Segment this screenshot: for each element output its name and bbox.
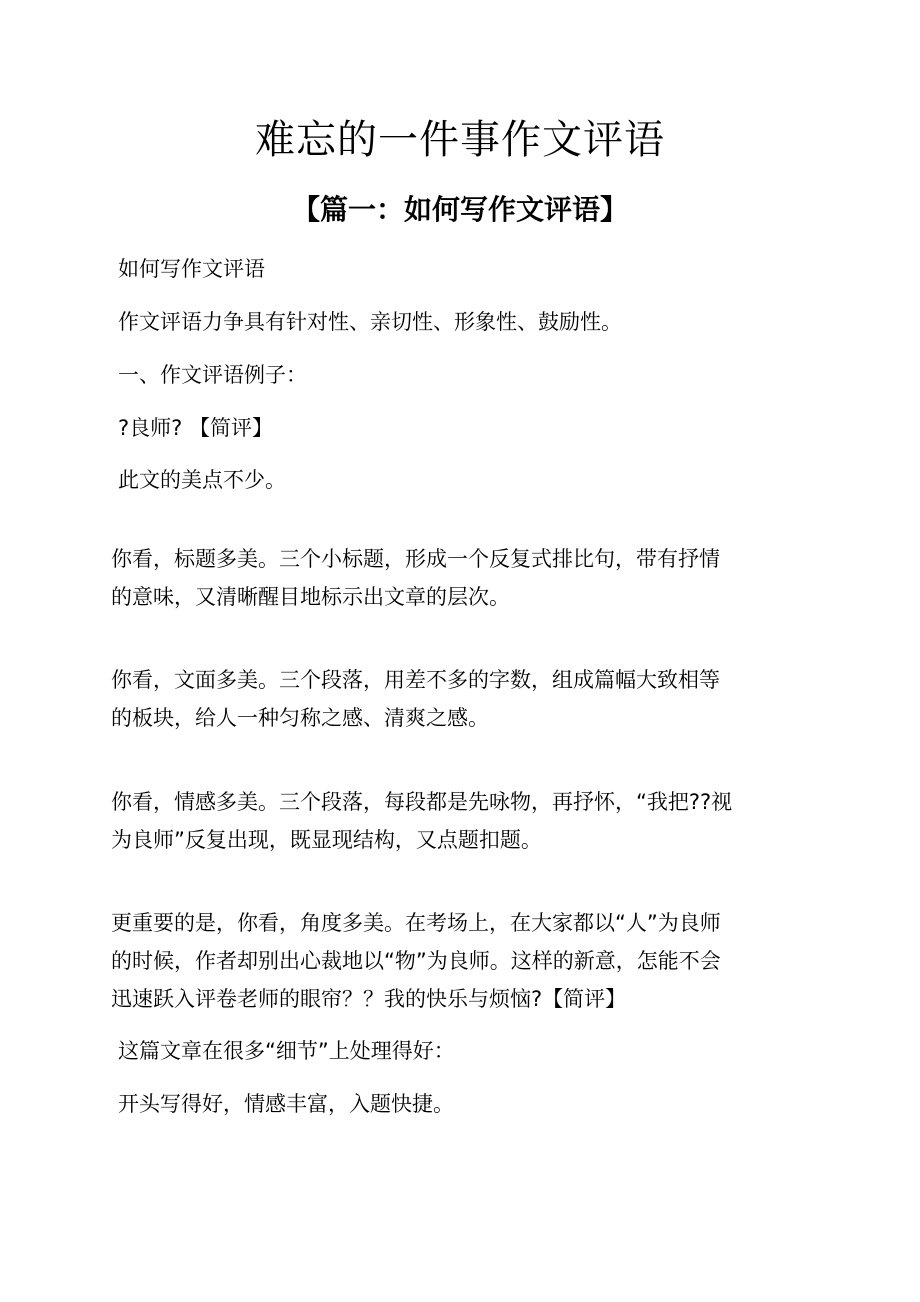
paragraph-row: 的意味，又清晰醒目地标示出文章的层次。 [111,585,510,609]
body-paragraph [111,783,811,859]
paragraph-row: 的时候，作者却别出心裁地以“物”为良师。这样的新意，怎能不会 [111,949,721,973]
paragraph-row: 更重要的是，你看，角度多美。在考场上，在大家都以“人”为良师 [111,911,721,935]
text-line: 开头写得好，情感丰富，入题快捷。 [118,1092,454,1116]
paragraph-row: 你看，文面多美。三个段落，用差不多的字数，组成篇幅大致相等 [111,668,720,692]
body-paragraph [111,540,811,616]
text-line: 作文评语力争具有针对性、亲切性、形象性、鼓励性。 [118,310,622,334]
paragraph-row: 的板块，给人一种匀称之感、清爽之感。 [111,706,489,730]
text-line: 如何写作文评语 [118,257,265,281]
text-line: ?良师? 【简评】 [118,416,273,440]
text-line: 这篇文章在很多“细节”上处理得好： [118,1039,455,1063]
paragraph-row: 为良师”反复出现，既显现结构，又点题扣题。 [111,828,542,852]
paragraph-row: 你看，标题多美。三个小标题，形成一个反复式排比句，带有抒情 [111,547,720,571]
body-paragraph [111,904,811,1018]
paragraph-row: 迅速跃入评卷老师的眼帘？？我的快乐与烦恼?【简评】 [111,987,627,1011]
body-paragraph [111,661,811,737]
text-line: 此文的美点不少。 [118,468,286,492]
document-title: 难忘的一件事作文评语 [255,117,665,163]
text-line: 一、作文评语例子： [118,363,307,387]
paragraph-row: 你看，情感多美。三个段落，每段都是先咏物，再抒怀，“我把??视 [111,790,733,814]
document-subtitle: 【篇一：如何写作文评语】 [291,193,628,226]
